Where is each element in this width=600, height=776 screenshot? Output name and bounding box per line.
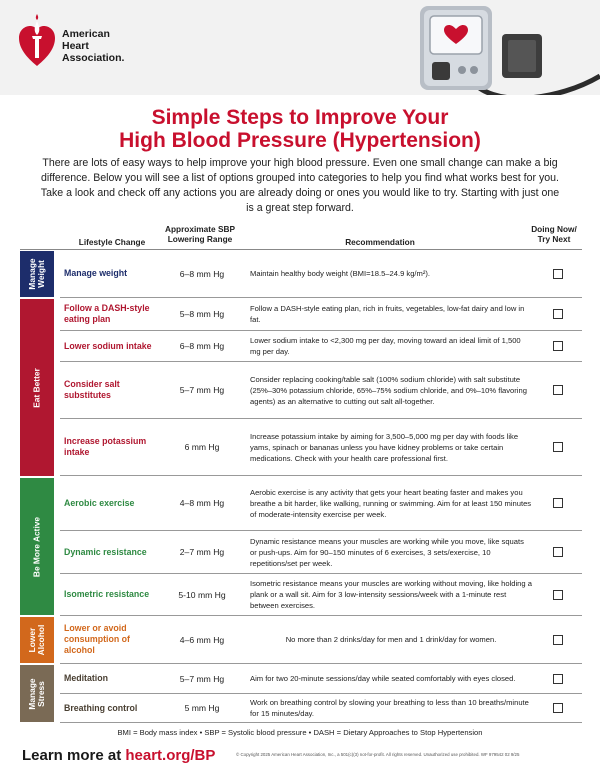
row-change: Lower or avoid consumption of alcohol bbox=[64, 623, 130, 655]
row-check-cell bbox=[538, 298, 578, 330]
column-header-check-line-1: Doing Now/ bbox=[531, 224, 577, 234]
row-range: 5 mm Hg bbox=[184, 703, 220, 713]
table-row bbox=[60, 664, 582, 694]
abbreviation-definitions: BMI = Body mass index • SBP = Systolic blood pressure • DASH = Dietary Approaches to Stop Hypertension bbox=[117, 728, 483, 737]
row-range: 2–7 mm Hg bbox=[179, 547, 225, 557]
row-check-cell bbox=[538, 616, 578, 663]
intro-paragraph: There are lots of easy ways to help improve your high blood pressure. Even one small change can make a big difference. Below you will see a list of options grouped into categories to help you find what works best for you. Take a look and check off any actions you are already doing or ones you would like to try. Starting with just one is a great step forward. bbox=[40, 157, 560, 214]
doing-now-checkbox[interactable] bbox=[553, 309, 563, 319]
brand-line-2: Heart bbox=[62, 40, 89, 52]
row-check-cell bbox=[538, 531, 578, 573]
row-recommendation: Isometric resistance means your muscles are working without moving, like holding a plank or a wall sit. Aim for 3 low-intensity sessions/week with a 1-minute rest between exercises. bbox=[250, 579, 532, 610]
learn-more-link[interactable]: heart.org/BP bbox=[125, 747, 216, 764]
category-label-lower-alcohol bbox=[28, 625, 46, 656]
category-label-line: Stress bbox=[36, 680, 46, 707]
row-recommendation: Aim for two 20-minute sessions/day while seated comfortably with eyes closed. bbox=[250, 674, 516, 683]
row-check-cell bbox=[538, 664, 578, 693]
column-header-range bbox=[160, 224, 240, 244]
table-row bbox=[60, 616, 582, 664]
title-line-2: High Blood Pressure (Hypertension) bbox=[119, 129, 481, 152]
category-label-line: Alcohol bbox=[36, 624, 46, 656]
doing-now-checkbox[interactable] bbox=[553, 674, 563, 684]
column-header-check bbox=[524, 224, 584, 244]
category-band-eat-better bbox=[20, 299, 54, 476]
page-title bbox=[0, 106, 600, 152]
row-recommendation: Increase potassium intake by aiming for 3,500–5,000 mg per day with foods like yams, spinach or bananas unless you have kidney problems or take certain medications. Check with your health care professional first. bbox=[250, 431, 519, 463]
row-range: 4–6 mm Hg bbox=[179, 634, 225, 645]
column-header-range-line-1: Approximate SBP bbox=[164, 224, 236, 234]
table-row bbox=[60, 694, 582, 723]
doing-now-checkbox[interactable] bbox=[553, 635, 563, 645]
doing-now-checkbox[interactable] bbox=[553, 341, 563, 351]
row-change: Meditation bbox=[64, 673, 108, 683]
aha-logo[interactable] bbox=[18, 14, 124, 68]
category-band-manage-stress bbox=[20, 665, 54, 722]
row-change: Isometric resistance bbox=[64, 589, 150, 599]
row-change: Manage weight bbox=[64, 268, 128, 278]
row-recommendation: Aerobic exercise is any activity that gets your heart beating faster and makes you breathe a bit harder, like walking, running or swimming. Aim for at least 150 minutes of moderate-intensity exercise per week. bbox=[250, 487, 532, 519]
row-recommendation: No more than 2 drinks/day for men and 1 drink/day for women. bbox=[285, 635, 497, 644]
table-row bbox=[60, 574, 582, 616]
category-label-be-more-active bbox=[33, 516, 42, 576]
row-recommendation: Lower sodium intake to <2,300 mg per day, moving toward an ideal limit of 1,500 mg per day. bbox=[250, 336, 521, 356]
brand-line-1: American bbox=[62, 28, 110, 40]
category-label-line: Eat Better bbox=[31, 367, 42, 408]
category-band-lower-alcohol bbox=[20, 617, 54, 663]
row-range: 5–8 mm Hg bbox=[179, 309, 225, 319]
brand-line-3: Association. bbox=[62, 52, 125, 64]
category-label-line: Manage bbox=[27, 258, 37, 290]
category-label-line: Weight bbox=[36, 260, 46, 288]
row-range: 6–8 mm Hg bbox=[179, 268, 225, 279]
doing-now-checkbox[interactable] bbox=[553, 269, 563, 279]
doing-now-checkbox[interactable] bbox=[553, 547, 563, 557]
row-recommendation: Dynamic resistance means your muscles are working while you move, like squats or push-ups. Aim for 90–150 minutes of 6 exercises, 3 sets/exercise, 10 repetitions/set per week. bbox=[250, 536, 524, 568]
row-recommendation: Work on breathing control by slowing your breathing to less than 10 breaths/minute for 15 minutes/day. bbox=[250, 698, 529, 718]
doing-now-checkbox[interactable] bbox=[553, 442, 563, 452]
column-header-range-line-2: Lowering Range bbox=[167, 234, 233, 244]
table-row bbox=[60, 331, 582, 362]
row-check-cell bbox=[538, 419, 578, 475]
category-label-manage-stress bbox=[28, 678, 46, 709]
column-header-check-line-2: Try Next bbox=[537, 234, 571, 244]
category-label-manage-weight bbox=[28, 258, 46, 289]
row-range: 6 mm Hg bbox=[184, 442, 220, 452]
row-check-cell bbox=[538, 694, 578, 722]
doing-now-checkbox[interactable] bbox=[553, 703, 563, 713]
row-change: Breathing control bbox=[64, 702, 138, 713]
category-band-be-more-active bbox=[20, 478, 54, 615]
table-row bbox=[60, 298, 582, 331]
doing-now-checkbox[interactable] bbox=[553, 385, 563, 395]
row-change: Follow a DASH-style eating plan bbox=[64, 303, 150, 324]
doing-now-checkbox[interactable] bbox=[553, 498, 563, 508]
column-header-change: Lifestyle Change bbox=[78, 237, 146, 247]
category-label-line: Manage bbox=[27, 677, 37, 710]
doing-now-checkbox[interactable] bbox=[553, 590, 563, 600]
category-band-manage-weight bbox=[20, 251, 54, 297]
category-label-line: Lower bbox=[27, 627, 37, 653]
row-change: Dynamic resistance bbox=[64, 546, 147, 557]
row-recommendation: Follow a DASH-style eating plan, rich in fruits, vegetables, low-fat dairy and low in fat. bbox=[250, 304, 525, 324]
row-change: Increase potassium intake bbox=[64, 436, 147, 457]
row-check-cell bbox=[538, 476, 578, 530]
row-check-cell bbox=[538, 574, 578, 615]
row-recommendation: Maintain healthy body weight (BMI=18.5–24.9 kg/m²). bbox=[250, 269, 431, 278]
copyright-notice: © Copyright 2025 American Heart Association, Inc., a 501(c)(3) not-for-profit. All rights reserved. Unauthorized use prohibited. WF 979542 02 9/25 bbox=[236, 752, 520, 757]
row-check-cell bbox=[538, 331, 578, 361]
row-check-cell bbox=[538, 250, 578, 297]
row-range: 5–7 mm Hg bbox=[179, 385, 225, 395]
column-header-recommendation: Recommendation bbox=[345, 237, 415, 247]
row-change: Aerobic exercise bbox=[64, 497, 135, 508]
table-row bbox=[60, 362, 582, 419]
row-change: Consider salt substitutes bbox=[64, 379, 120, 400]
learn-more-prefix: Learn more at bbox=[22, 747, 126, 764]
row-range: 5-10 mm Hg bbox=[178, 589, 226, 600]
row-range: 4–8 mm Hg bbox=[179, 498, 225, 508]
row-range: 6–8 mm Hg bbox=[179, 341, 225, 351]
title-line-1: Simple Steps to Improve Your bbox=[151, 106, 449, 129]
torch-heart-icon bbox=[18, 14, 56, 68]
learn-more bbox=[22, 747, 215, 764]
row-check-cell bbox=[538, 362, 578, 418]
table-row bbox=[60, 531, 582, 574]
row-recommendation: Consider replacing cooking/table salt (100% sodium chloride) with salt substitute (25%–30% potassium chloride, 65%–75% sodium chloride, and 0%–10% flavoring agents) as an alternative to cutting out salt all-together. bbox=[250, 374, 527, 406]
table-row bbox=[60, 476, 582, 531]
table-row bbox=[60, 250, 582, 298]
blood-pressure-monitor-icon bbox=[410, 0, 600, 95]
category-label-eat-better bbox=[33, 368, 42, 408]
row-range: 5–7 mm Hg bbox=[179, 673, 225, 684]
category-label-line: Be More Active bbox=[31, 516, 42, 577]
row-change: Lower sodium intake bbox=[64, 340, 152, 351]
table-row bbox=[60, 419, 582, 476]
